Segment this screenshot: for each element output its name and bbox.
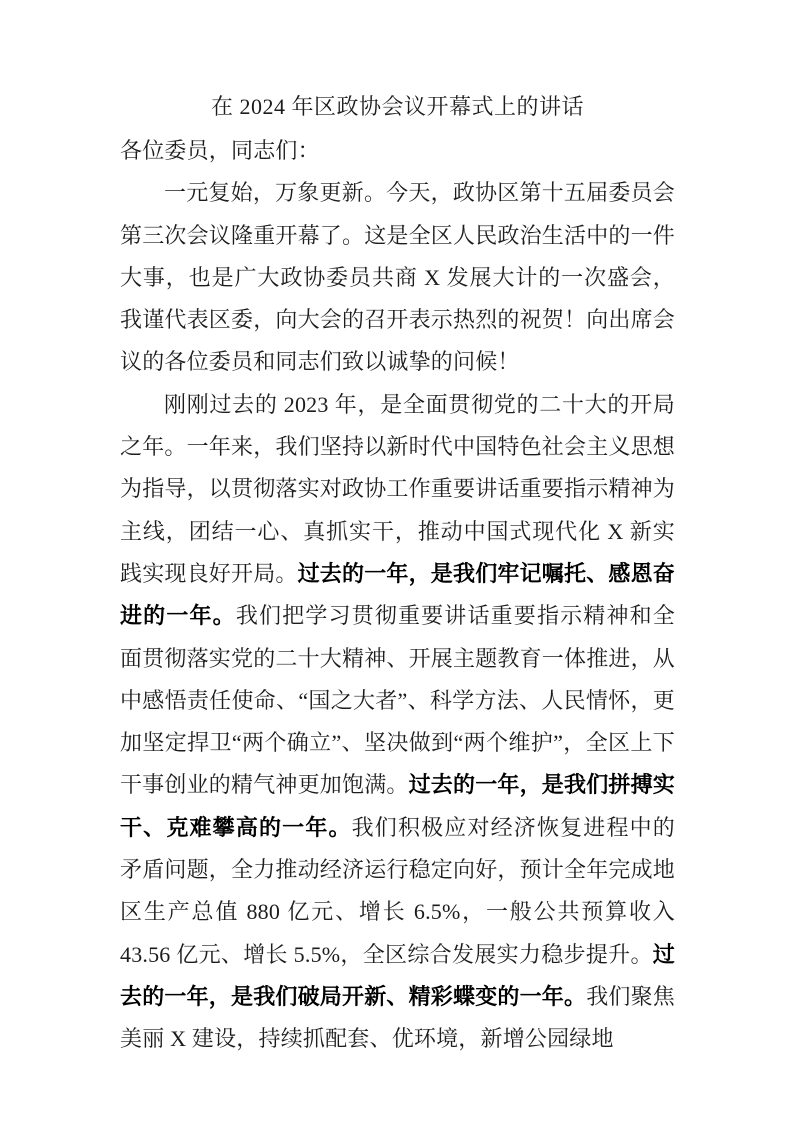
- text-run: 一元复始，万象更新。今天，政协区第十五届委员会第三次会议隆重开幕了。这是全区人民政治生活中的一件大事，也是广大政协委员共商 X 发展大计的一次盛会，我谨代表区委，向大会的召开表示热烈的祝贺！向出席会议的各位委员和同志们致以诚挚的问候！: [120, 180, 676, 375]
- paragraph-review-2023: [120, 384, 675, 1061]
- bold-run-transformation: 过去的一年，是我们破局开新、精彩蝶变的一年。: [120, 941, 675, 1009]
- bold-run-remember-mission: 过去的一年，是我们牢记嘱托、感恩奋进的一年。: [120, 560, 676, 629]
- text-run: 我们积极应对经济恢复进程中的矛盾问题，全力推动经济运行稳定向好，预计全年完成地区生产总值 880 亿元、增长 6.5%，一般公共预算收入 43.56 亿元、增长 5.5%，全区综合发展实力稳步提升。: [120, 814, 676, 967]
- text-run: 我们把学习贯彻重要讲话重要指示精神和全面贯彻落实党的二十大精神、开展主题教育一体推进，从中感悟责任使命、“国之大者”、科学方法、人民情怀，更加坚定捍卫“两个确立”、坚决做到“两个维护”，全区上下干事创业的精气神更加饱满。: [120, 603, 676, 798]
- bold-run-hard-work: 过去的一年，是我们拼搏实干、克难攀高的一年。: [120, 772, 676, 840]
- text-run: 我们聚焦美丽 X 建设，持续抓配套、优环境，新增公园绿地: [120, 983, 676, 1052]
- salutation: 各位委员，同志们：: [120, 138, 320, 163]
- text-run: 刚刚过去的 2023 年，是全面贯彻党的二十大的开局之年。一年来，我们坚持以新时代中国特色社会主义思想为指导，以贯彻落实对政协工作重要讲话重要指示精神为主线，团结一心、真抓实干，推动中国式现代化 X 新实践实现良好开局。: [120, 391, 676, 586]
- paragraph-opening: [120, 172, 675, 383]
- document-title: 在 2024 年区政协会议开幕式上的讲话: [210, 94, 584, 119]
